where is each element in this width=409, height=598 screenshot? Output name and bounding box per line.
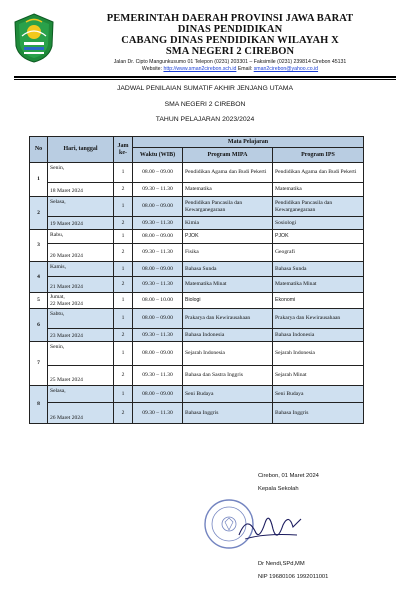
row-date: 21 Maret 2024 — [48, 277, 114, 293]
row-mipa: Bahasa Sunda — [183, 262, 273, 277]
table-row — [30, 262, 364, 277]
table-row — [30, 244, 364, 262]
schedule-year: TAHUN PELAJARAN 2023/2024 — [155, 116, 255, 123]
row-jam: 1 — [114, 197, 133, 217]
row-day: Kamis, — [48, 262, 114, 277]
row-ips: Bahasa Inggris — [273, 403, 364, 424]
row-ips: Bahasa Indonesia — [273, 329, 364, 342]
table-row — [30, 403, 364, 424]
row-jam: 2 — [114, 329, 133, 342]
row-jam: 1 — [114, 230, 133, 244]
row-jam: 2 — [114, 366, 133, 386]
row-day-date — [48, 293, 114, 309]
row-no: 6 — [30, 309, 48, 342]
table-row — [30, 230, 364, 244]
row-ips: Seni Budaya — [273, 386, 364, 403]
header-waktu: Waktu (WIB) — [133, 148, 183, 163]
row-jam: 1 — [114, 163, 133, 183]
row-ips: Geografi — [273, 244, 364, 262]
row-date: 22 Maret 2024 — [50, 300, 83, 307]
row-ips: Bahasa Sunda — [273, 262, 364, 277]
row-jam: 1 — [114, 342, 133, 366]
row-mipa: Matematika — [183, 183, 273, 197]
table-row — [30, 277, 364, 293]
signature-place-date: Cirebon, 01 Maret 2024 — [258, 473, 319, 479]
row-day: Jumat, — [50, 294, 65, 301]
row-time: 09.30 – 11.30 — [133, 183, 183, 197]
row-jam: 1 — [114, 309, 133, 329]
row-mipa: Pendidikan Pancasila dan Kewarganegaraan — [183, 197, 273, 217]
header-mipa: Program MIPA — [183, 148, 273, 163]
row-jam: 1 — [114, 386, 133, 403]
row-no: 4 — [30, 262, 48, 293]
row-time: 08.00 – 09.00 — [133, 342, 183, 366]
row-time: 08.00 – 10.00 — [133, 293, 183, 309]
exam-schedule-table — [29, 136, 364, 424]
row-jam: 1 — [114, 293, 133, 309]
letterhead-rule-thin — [14, 79, 396, 80]
row-no: 5 — [30, 293, 48, 309]
row-ips: Pendidikan Pancasila dan Kewarganegaraan — [273, 197, 364, 217]
table-row — [30, 183, 364, 197]
row-jam: 1 — [114, 262, 133, 277]
row-date: 18 Maret 2024 — [48, 183, 114, 197]
row-date: 26 Maret 2024 — [48, 403, 114, 424]
letterhead-address: Jalan Dr. Cipto Mangunkusumo 01 Telepon (0231) 203301 – Faksimile (0231) 239814 Cirebon 45131 — [113, 59, 347, 65]
row-mipa: Biologi — [183, 293, 273, 309]
table-row — [30, 217, 364, 230]
letterhead-department: DINAS PENDIDIKAN — [177, 24, 283, 35]
row-no: 7 — [30, 342, 48, 386]
row-date: 19 Maret 2024 — [48, 217, 114, 230]
table-row — [30, 197, 364, 217]
row-time: 08.00 – 09.00 — [133, 386, 183, 403]
row-mipa: Bahasa Indonesia — [183, 329, 273, 342]
row-time: 08.00 – 09.00 — [133, 262, 183, 277]
row-mipa: Kimia — [183, 217, 273, 230]
row-mipa: Pendidikan Agama dan Budi Pekerti — [183, 163, 273, 183]
row-ips: Sosiologi — [273, 217, 364, 230]
schedule-school: SMA NEGERI 2 CIREBON — [164, 101, 246, 108]
row-mipa: Prakarya dan Kewirausahaan — [183, 309, 273, 329]
row-mipa: PJOK — [183, 230, 273, 244]
website-link[interactable]: http://www.sman2cirebon.sch.id — [163, 66, 237, 72]
table-row — [30, 329, 364, 342]
row-mipa: Seni Budaya — [183, 386, 273, 403]
row-jam: 2 — [114, 277, 133, 293]
row-ips: Ekonomi — [273, 293, 364, 309]
table-row — [30, 386, 364, 403]
row-day: Rabu, — [48, 230, 114, 244]
row-mipa: Fisika — [183, 244, 273, 262]
row-mipa: Matematika Minat — [183, 277, 273, 293]
row-jam: 2 — [114, 183, 133, 197]
row-no: 1 — [30, 163, 48, 197]
header-jam: Jam ke- — [114, 137, 133, 163]
letterhead-government: PEMERINTAH DAERAH PROVINSI JAWA BARAT — [106, 13, 354, 24]
row-mipa: Bahasa Inggris — [183, 403, 273, 424]
letterhead-school: SMA NEGERI 2 CIREBON — [165, 46, 295, 57]
website-label: Website: — [141, 66, 164, 72]
row-jam: 2 — [114, 217, 133, 230]
row-time: 08.00 – 09.00 — [133, 309, 183, 329]
row-day: Senin, — [48, 163, 114, 183]
row-day: Senin, — [48, 342, 114, 366]
row-ips: Pendidikan Agama dan Budi Pekerti — [273, 163, 364, 183]
letterhead-rule-thick — [14, 76, 396, 78]
table-row — [30, 366, 364, 386]
schedule-title: JADWAL PENILAIAN SUMATIF AKHIR JENJANG UTAMA — [117, 85, 293, 92]
row-day: Sabtu, — [48, 309, 114, 329]
west-java-emblem-logo — [12, 12, 56, 64]
row-time: 09.30 – 11.30 — [133, 277, 183, 293]
header-ips: Program IPS — [273, 148, 364, 163]
row-jam: 2 — [114, 403, 133, 424]
row-date: 25 Maret 2024 — [48, 366, 114, 386]
table-row — [30, 163, 364, 183]
signature-nip: NIP 19680106 1992011001 — [258, 574, 329, 580]
header-day: Hari, tanggal — [48, 137, 114, 163]
row-time: 09.30 – 11.30 — [133, 403, 183, 424]
row-time: 08.00 – 09.00 — [133, 230, 183, 244]
table-row — [30, 342, 364, 366]
email-link[interactable]: sman2cirebon@yahoo.co.id — [253, 66, 319, 72]
row-no: 3 — [30, 230, 48, 262]
handwritten-signature — [235, 505, 305, 550]
signature-name: Dr Nendi,SPd,MM — [258, 561, 305, 567]
row-time: 09.30 – 11.30 — [133, 329, 183, 342]
table-row — [30, 309, 364, 329]
table-row — [30, 293, 364, 309]
row-no: 2 — [30, 197, 48, 230]
row-mipa: Sejarah Indonesia — [183, 342, 273, 366]
row-ips: Prakarya dan Kewirausahaan — [273, 309, 364, 329]
row-no: 8 — [30, 386, 48, 424]
signature-role: Kepala Sekolah — [258, 486, 299, 492]
row-ips: Sejarah Minat — [273, 366, 364, 386]
row-ips: Matematika — [273, 183, 364, 197]
row-date: 20 Maret 2024 — [48, 244, 114, 262]
row-ips: Sejarah Indonesia — [273, 342, 364, 366]
header-mapel: Mata Pelajaran — [133, 137, 364, 148]
row-ips: PJOK — [273, 230, 364, 244]
row-ips: Matematika Minat — [273, 277, 364, 293]
row-mipa: Bahasa dan Sastra Inggris — [183, 366, 273, 386]
header-no: No — [30, 137, 48, 163]
row-date: 23 Maret 2024 — [48, 329, 114, 342]
row-day: Selasa, — [48, 197, 114, 217]
row-time: 08.00 – 09.00 — [133, 197, 183, 217]
letterhead-branch: CABANG DINAS PENDIDIKAN WILAYAH X — [121, 35, 339, 46]
row-time: 08.00 – 09.00 — [133, 163, 183, 183]
email-label: Email: — [236, 66, 254, 72]
row-time: 09.30 – 11.30 — [133, 366, 183, 386]
letterhead-contacts — [60, 66, 400, 73]
row-time: 09.30 – 11.30 — [133, 244, 183, 262]
row-time: 09.30 – 11.30 — [133, 217, 183, 230]
row-jam: 2 — [114, 244, 133, 262]
row-day: Selasa, — [48, 386, 114, 403]
table-header-row — [30, 137, 364, 148]
